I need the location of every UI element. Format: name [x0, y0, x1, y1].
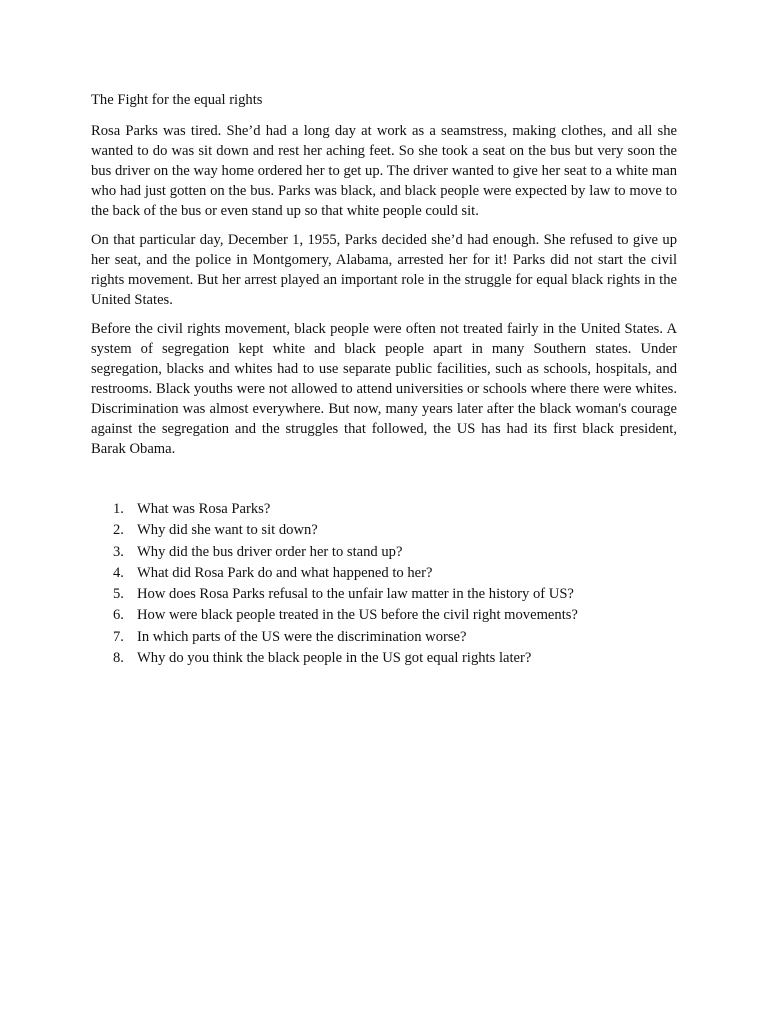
question-text: In which parts of the US were the discrimination worse?	[137, 628, 467, 645]
question-item	[91, 520, 677, 541]
question-text: Why did she want to sit down?	[137, 522, 318, 539]
question-item	[91, 499, 677, 520]
question-item	[91, 648, 677, 669]
question-number: 8.	[113, 650, 124, 667]
document-title: The Fight for the equal rights	[91, 92, 263, 108]
paragraph-2: On that particular day, December 1, 1955, Parks decided she’d had enough. She refused to give up her seat, and the police in Montgomery, Alabama, arrested her for it! Parks did not start the civil rights movement. But her arrest played an important role in the struggle for equal black rights in the United States.	[91, 232, 677, 308]
question-item	[91, 542, 677, 563]
paragraph-3: Before the civil rights movement, black people were often not treated fairly in the United States. A system of segregation kept white and black people apart in many Southern states. Under segregation, blacks and whites had to use separate public facilities, such as schools, hospitals, and restrooms. Black youths were not allowed to attend universities or schools where there were whites. Discrimination was almost everywhere. But now, many years later after the black woman's courage against the segregation and the struggles that followed, the US has had its first black president, Barak Obama.	[91, 321, 677, 457]
paragraph-1: Rosa Parks was tired. She’d had a long day at work as a seamstress, making clothes, and all she wanted to do was sit down and rest her aching feet. So she took a seat on the bus but very soon the bus driver on the way home ordered her to get up. The driver wanted to give her seat to a white man who had just gotten on the bus. Parks was black, and black people were expected by law to move to the back of the bus or even stand up so that white people could sit.	[91, 123, 677, 219]
question-list	[91, 499, 677, 669]
question-text: What was Rosa Parks?	[137, 501, 271, 517]
question-text: Why do you think the black people in the US got equal rights later?	[137, 650, 532, 667]
question-item	[91, 563, 677, 584]
question-number: 1.	[113, 501, 124, 517]
question-item	[91, 627, 677, 648]
question-number: 5.	[113, 586, 124, 603]
question-number: 3.	[113, 543, 124, 560]
question-number: 7.	[113, 628, 124, 645]
question-text: How were black people treated in the US before the civil right movements?	[137, 607, 578, 624]
question-text: How does Rosa Parks refusal to the unfair law matter in the history of US?	[137, 586, 574, 603]
question-number: 4.	[113, 564, 124, 581]
question-number: 2.	[113, 522, 124, 539]
question-text: Why did the bus driver order her to stand up?	[137, 543, 403, 560]
question-text: What did Rosa Park do and what happened to her?	[137, 564, 433, 581]
document-body	[91, 90, 677, 669]
question-number: 6.	[113, 607, 124, 624]
question-item	[91, 584, 677, 605]
question-item	[91, 605, 677, 626]
